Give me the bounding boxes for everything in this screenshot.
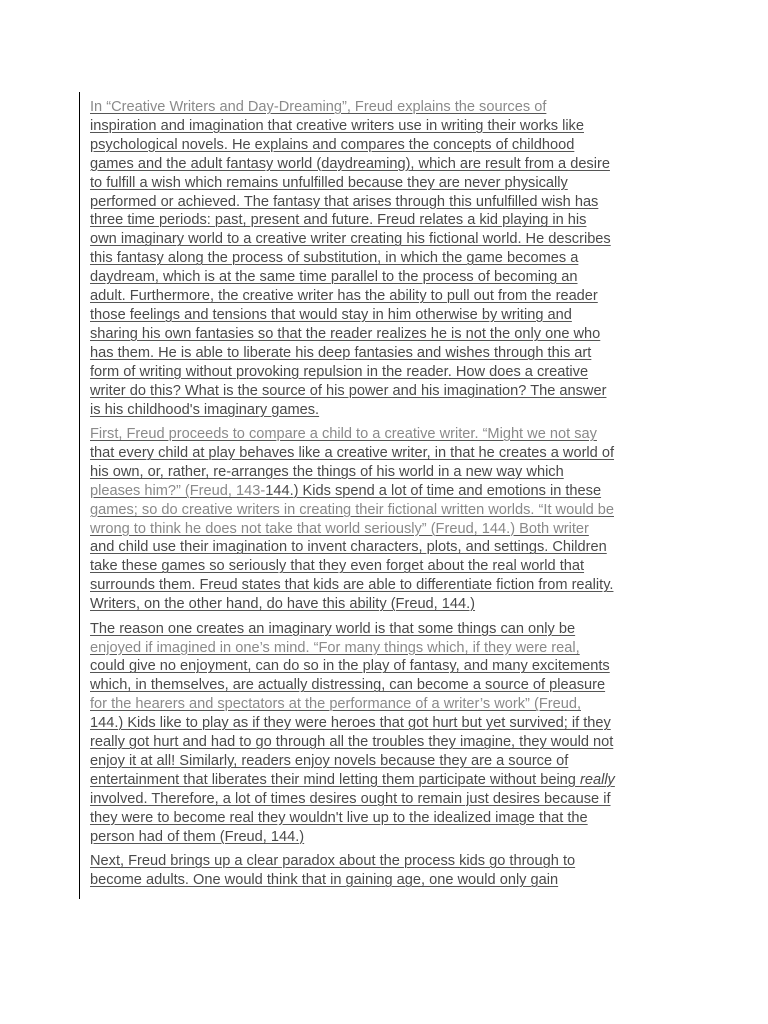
text-line: [90, 287, 690, 306]
text-run: inspiration and imagination that creative writers use in writing their works like: [90, 117, 584, 134]
text-line: [90, 382, 690, 401]
text-line: [90, 695, 690, 714]
text-line: [90, 230, 690, 249]
text-line: [90, 809, 690, 828]
text-run: they were to become real they wouldn't live up to the idealized image that the: [90, 809, 588, 826]
text-line: [90, 117, 690, 136]
text-run: Next, Freud brings up a clear paradox about the process kids go through to: [90, 853, 576, 870]
text-run: take these games so seriously that they even forget about the real world that: [90, 558, 585, 575]
text-line: [90, 325, 690, 344]
text-run: 144.) Kids spend a lot of time and emotions in these: [265, 482, 602, 499]
text-line: [90, 852, 690, 871]
text-run: form of writing without provoking repulsion in the reader. How does a creative: [90, 363, 589, 380]
text-run: pleases him?” (Freud, 143-: [90, 482, 266, 499]
text-line: [90, 249, 690, 268]
text-run: is his childhood's imaginary games.: [90, 401, 320, 418]
text-run: 144.) Kids like to play as if they were heroes that got hurt but yet survived; if they: [90, 715, 611, 732]
text-run: First, Freud proceeds to compare a child to a creative writer. “Might we not say: [90, 426, 597, 442]
text-line: [90, 595, 690, 614]
essay-paragraph: [90, 425, 690, 614]
text-run: really got hurt and had to go through all the troubles they imagine, they would not: [90, 734, 614, 751]
text-line: [90, 639, 690, 658]
text-run: three time periods: past, present and future. Freud relates a kid playing in his: [90, 212, 587, 229]
text-line: [90, 136, 690, 155]
text-run: Writers, on the other hand, do have this ability (Freud, 144.): [90, 596, 476, 613]
text-run: In “Creative Writers and Day-Dreaming”, Freud explains the sources of: [90, 99, 547, 115]
text-line: [90, 828, 690, 847]
text-line: [90, 401, 690, 420]
text-run: surrounds them. Freud states that kids are able to differentiate fiction from reality.: [90, 577, 614, 594]
text-line: [90, 344, 690, 363]
text-line: [90, 482, 690, 501]
text-run: games and the adult fantasy world (daydreaming), which are result from a desire: [90, 155, 610, 172]
revision-change-bar: [79, 92, 80, 899]
text-run: performed or achieved. The fantasy that arises through this unfulfilled wish has: [90, 193, 599, 210]
essay-paragraph: [90, 620, 690, 847]
text-line: [90, 444, 690, 463]
text-line: [90, 425, 690, 444]
text-run: The reason one creates an imaginary world is that some things can only be: [90, 620, 576, 637]
text-line: [90, 657, 690, 676]
text-line: [90, 463, 690, 482]
text-line: [90, 771, 690, 790]
text-line: [90, 268, 690, 287]
text-line: [90, 576, 690, 595]
text-line: [90, 557, 690, 576]
text-line: [90, 193, 690, 212]
document-body: [90, 98, 690, 896]
text-run: daydream, which is at the same time parallel to the process of becoming an: [90, 269, 578, 286]
text-line: [90, 211, 690, 230]
text-run: own imaginary world to a creative writer creating his fictional world. He describes: [90, 231, 611, 248]
text-run: for the hearers and spectators at the performance of a writer’s work” (Freud,: [90, 696, 581, 713]
text-line: [90, 501, 690, 520]
text-run: has them. He is able to liberate his deep fantasies and wishes through this art: [90, 344, 592, 361]
text-run: games; so do creative writers in creating their fictional written worlds. “It would be: [90, 501, 614, 518]
text-run: those feelings and tensions that would stay in him otherwise by writing and: [90, 306, 572, 323]
text-line: [90, 98, 690, 117]
text-run: become adults. One would think that in gaining age, one would only gain: [90, 872, 559, 889]
text-line: [90, 306, 690, 325]
text-line: [90, 790, 690, 809]
text-line: [90, 676, 690, 695]
text-run: wrong to think he does not take that world seriously” (Freud, 144.) Both writer: [90, 520, 589, 537]
text-run: person had of them (Freud, 144.): [90, 828, 305, 845]
text-line: [90, 174, 690, 193]
text-run: adult. Furthermore, the creative writer has the ability to pull out from the reader: [90, 288, 598, 305]
text-run: enjoy it at all! Similarly, readers enjoy novels because they are a source of: [90, 753, 569, 769]
text-run: psychological novels. He explains and compares the concepts of childhood: [90, 136, 575, 153]
text-run: and child use their imagination to invent characters, plots, and settings. Children: [90, 539, 607, 556]
text-run: entertainment that liberates their mind letting them participate without being: [90, 771, 580, 788]
text-line: [90, 752, 690, 771]
text-run: could give no enjoyment, can do so in the play of fantasy, and many excitements: [90, 658, 610, 675]
text-line: [90, 363, 690, 382]
text-line: [90, 538, 690, 557]
text-line: [90, 871, 690, 890]
text-line: [90, 155, 690, 174]
text-run: that every child at play behaves like a creative writer, in that he creates a world of: [90, 444, 615, 461]
essay-paragraph: [90, 852, 690, 890]
text-run: really: [579, 771, 615, 788]
essay-paragraph: [90, 98, 690, 419]
text-line: [90, 520, 690, 539]
text-line: [90, 733, 690, 752]
text-run: his own, or, rather, re-arranges the things of his world in a new way which: [90, 463, 564, 480]
text-line: [90, 714, 690, 733]
text-run: involved. Therefore, a lot of times desires ought to remain just desires because if: [90, 790, 611, 807]
text-run: enjoyed if imagined in one’s mind. “For many things which, if they were real,: [90, 639, 580, 656]
text-run: sharing his own fantasies so that the reader realizes he is not the only one who: [90, 325, 601, 342]
text-run: to fulfill a wish which remains unfulfilled because they are never physically: [90, 174, 568, 191]
text-run: writer do this? What is the source of his power and his imagination? The answer: [90, 382, 607, 399]
text-line: [90, 620, 690, 639]
text-run: this fantasy along the process of substitution, in which the game becomes a: [90, 250, 579, 267]
text-run: which, in themselves, are actually distressing, can become a source of pleasure: [90, 677, 606, 694]
